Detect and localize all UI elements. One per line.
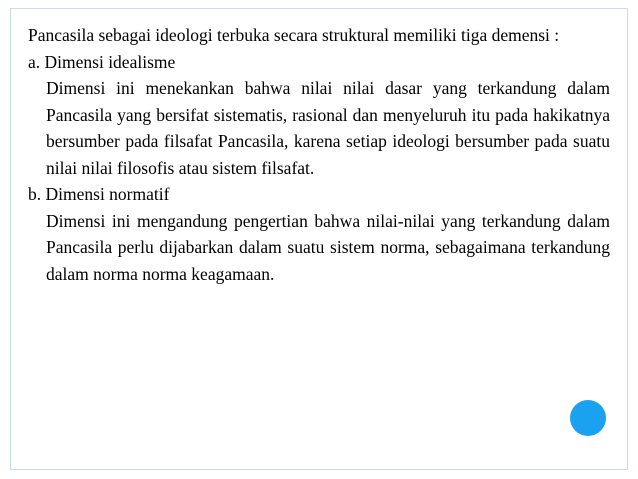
point-body-idealisme: Dimensi ini menekankan bahwa nilai nilai dasar yang terkandung dalam Pancasila yang bersifat sistematis, rasional dan menyeluruh itu pada hakikatnya bersumber pada filsafat Pancasila, karena setiap ideologi bersumber pada suatu nilai nilai filosofis atau sistem filsafat. (46, 78, 610, 178)
point-heading-idealisme: a. Dimensi idealisme (28, 51, 176, 72)
border-left (10, 8, 11, 470)
point-heading-normatif: b. Dimensi normatif (28, 184, 170, 204)
slide-content (28, 22, 610, 287)
point-body-normatif: Dimensi ini mengandung pengertian bahwa nilai-nilai yang terkandung dalam Pancasila perlu dijabarkan dalam suatu sistem norma, sebagaimana terkandung dalam norma norma keagamaan. (46, 210, 610, 284)
decorative-circle-icon (570, 400, 606, 436)
intro-text: Pancasila sebagai ideologi terbuka secara struktural memiliki tiga demensi : (28, 25, 560, 45)
border-bottom (10, 469, 628, 470)
border-top (10, 8, 628, 9)
border-right (627, 8, 628, 470)
